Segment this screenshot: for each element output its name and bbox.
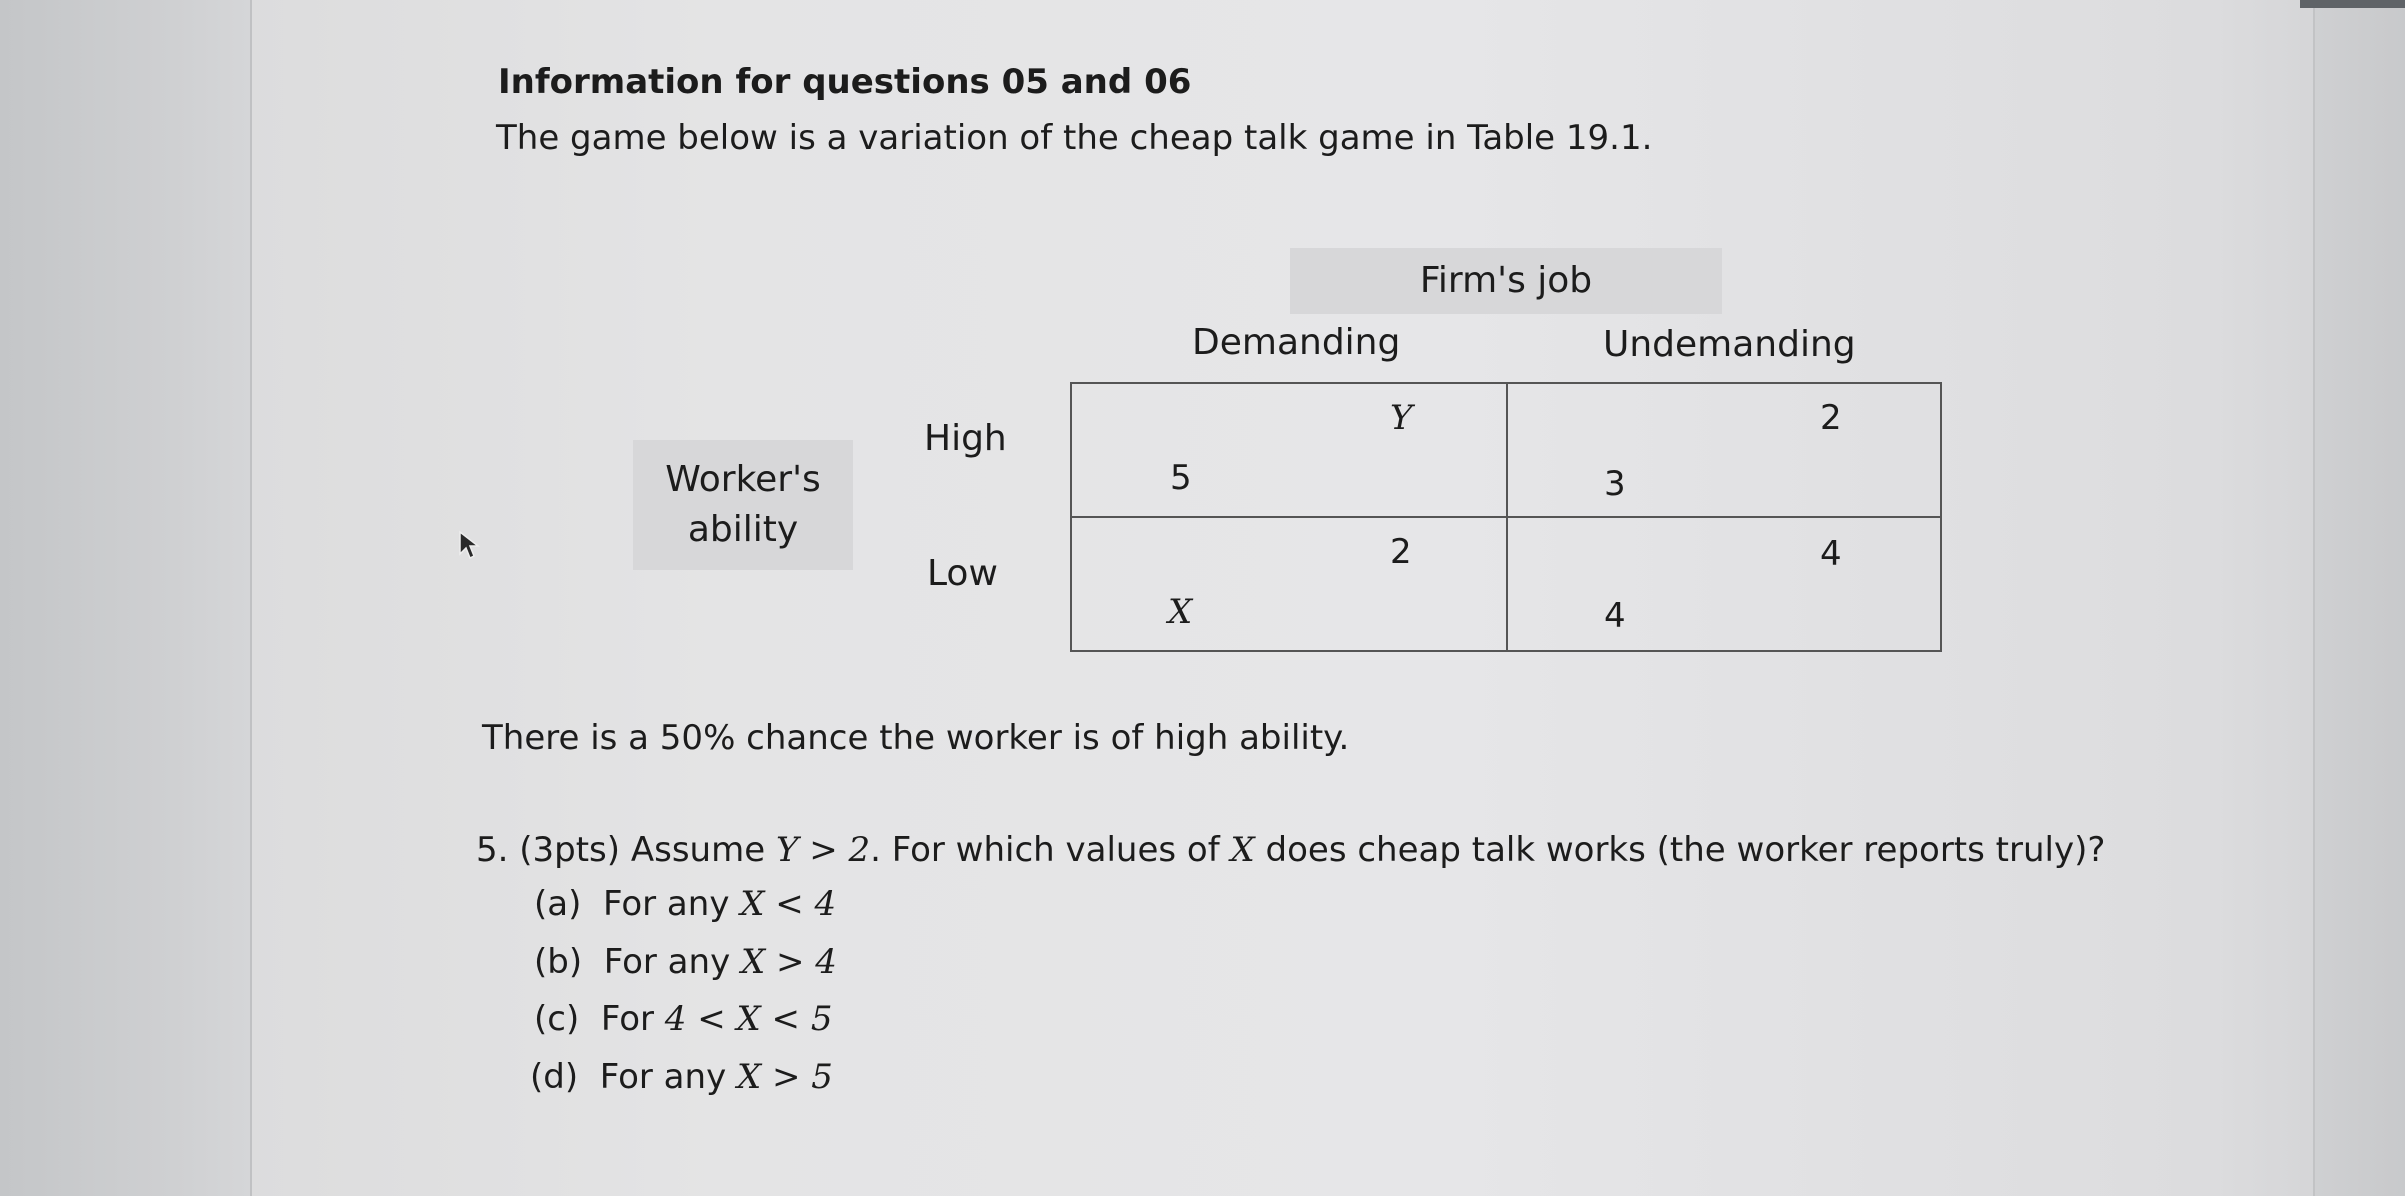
question-prefix: 5. (3pts) Assume bbox=[476, 830, 776, 870]
mouse-pointer-icon bbox=[458, 530, 482, 560]
row-label-high: High bbox=[924, 418, 1007, 459]
option-c[interactable] bbox=[534, 999, 832, 1039]
option-a-text: For any bbox=[603, 884, 741, 924]
option-b-label: (b) bbox=[534, 942, 583, 982]
option-a-label: (a) bbox=[534, 884, 582, 924]
option-a[interactable] bbox=[534, 884, 836, 924]
option-d-label: (d) bbox=[530, 1057, 579, 1097]
row-label-low: Low bbox=[927, 553, 998, 594]
top-bezel-strip bbox=[2300, 0, 2405, 8]
option-b[interactable] bbox=[534, 942, 837, 982]
option-d-text: For any bbox=[599, 1057, 737, 1097]
question-suffix: does cheap talk works (the worker reports truly)? bbox=[1254, 830, 2106, 870]
right-background-edge bbox=[2315, 0, 2405, 1196]
option-b-text: For any bbox=[603, 942, 741, 982]
question-5 bbox=[476, 830, 2105, 870]
option-c-label: (c) bbox=[534, 999, 580, 1039]
row-player-label bbox=[633, 440, 853, 570]
payoff-matrix bbox=[1070, 382, 1942, 652]
payoff-low-demanding-worker: X bbox=[1168, 592, 1193, 632]
payoff-high-demanding-firm: Y bbox=[1390, 398, 1413, 438]
payoff-high-undemanding-firm: 2 bbox=[1820, 398, 1842, 438]
question-condition: Y > 2 bbox=[775, 830, 871, 870]
payoff-low-undemanding-firm: 4 bbox=[1820, 534, 1842, 574]
column-label-undemanding: Undemanding bbox=[1603, 324, 1856, 365]
matrix-column-divider bbox=[1506, 384, 1508, 650]
question-middle: . For which values of bbox=[870, 830, 1231, 870]
option-c-expression: 4 < X < 5 bbox=[664, 999, 833, 1039]
row-player-label-text: Worker's ability bbox=[665, 459, 821, 550]
payoff-high-demanding-worker: 5 bbox=[1170, 458, 1192, 498]
payoff-high-undemanding-worker: 3 bbox=[1604, 464, 1626, 504]
probability-statement: There is a 50% chance the worker is of high ability. bbox=[482, 718, 1350, 758]
column-label-demanding: Demanding bbox=[1192, 322, 1401, 363]
payoff-low-demanding-firm: 2 bbox=[1390, 532, 1412, 572]
option-a-expression: X < 4 bbox=[740, 884, 837, 924]
column-player-label: Firm's job bbox=[1290, 248, 1722, 314]
option-b-expression: X > 4 bbox=[741, 942, 837, 982]
left-background-edge bbox=[0, 0, 250, 1196]
payoff-low-undemanding-worker: 4 bbox=[1604, 596, 1626, 636]
option-c-text: For bbox=[600, 999, 665, 1039]
question-variable: X bbox=[1230, 830, 1255, 870]
section-heading: Information for questions 05 and 06 bbox=[498, 62, 1192, 102]
intro-text: The game below is a variation of the cheap talk game in Table 19.1. bbox=[496, 118, 1653, 158]
option-d[interactable] bbox=[530, 1057, 833, 1097]
option-d-expression: X > 5 bbox=[737, 1057, 833, 1097]
